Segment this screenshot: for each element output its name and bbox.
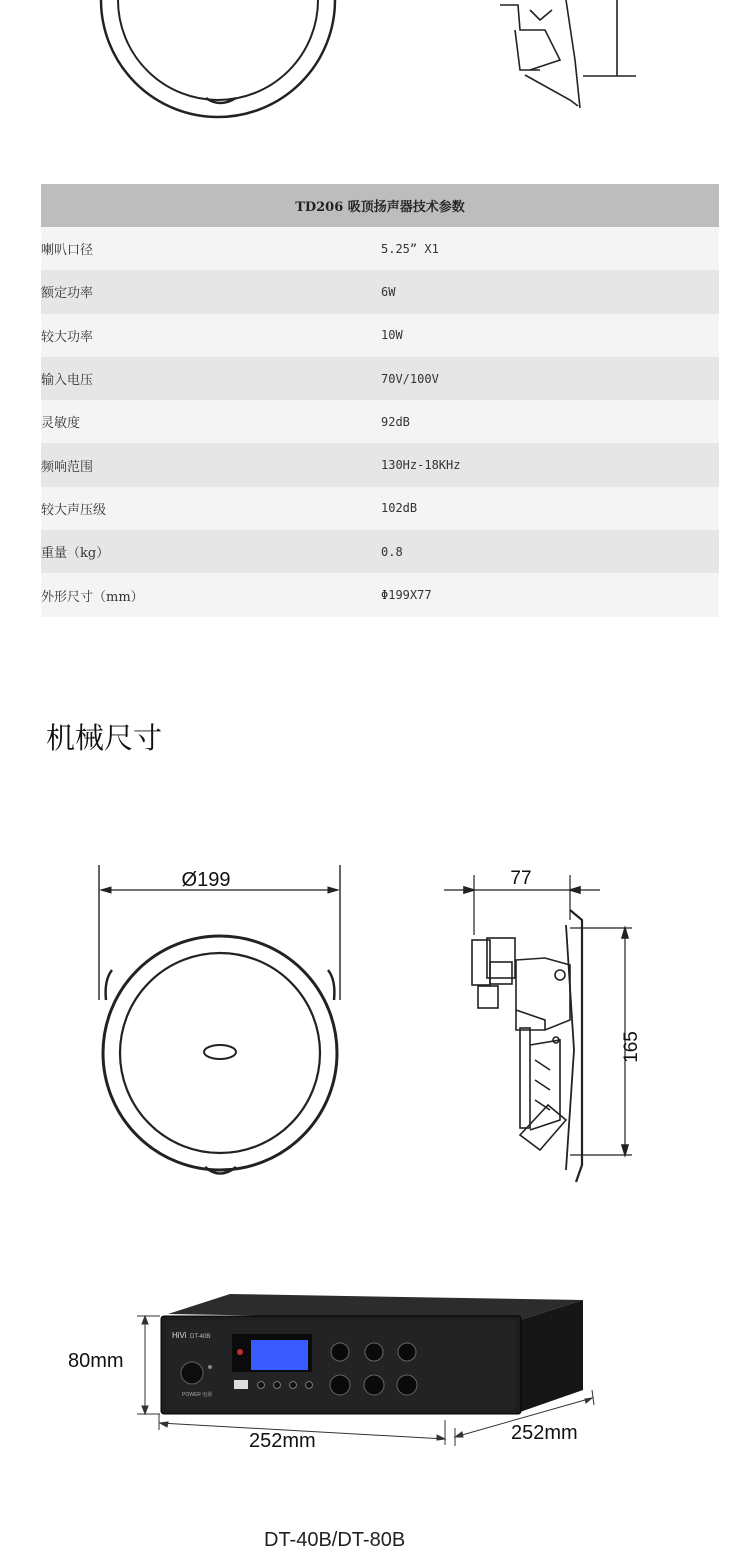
- mic-jack-icon: [258, 1382, 265, 1389]
- speaker-height-label: 165: [621, 1031, 642, 1063]
- volume-knob-1[interactable]: [330, 1375, 350, 1395]
- bass-knob[interactable]: [331, 1343, 349, 1361]
- amplifier-height-label: 80mm: [68, 1350, 124, 1372]
- amplifier-brand: HiVi: [172, 1331, 187, 1340]
- line-jack-icon: [290, 1382, 297, 1389]
- table-row: [41, 400, 719, 443]
- treble-knob[interactable]: [398, 1343, 416, 1361]
- table-row: [41, 314, 719, 357]
- spec-label: 灵敏度: [41, 416, 81, 432]
- table-row: [41, 270, 719, 313]
- top-speaker-side-view: [500, 0, 636, 108]
- master-volume-knob[interactable]: [397, 1375, 417, 1395]
- speaker-front-view: [99, 865, 340, 1174]
- top-drawings: [0, 0, 750, 120]
- amplifier-width-label: 252mm: [249, 1430, 316, 1452]
- spec-label: 频响范围: [41, 459, 94, 475]
- spec-label: 额定功率: [41, 286, 94, 302]
- top-speaker-front-view: [101, 0, 335, 117]
- spec-label: 较大声压级: [41, 502, 107, 518]
- spec-value: 70V/100V: [381, 371, 439, 386]
- spec-label: 外形尺寸（mm）: [41, 589, 144, 605]
- power-label: POWER 电源: [182, 1392, 213, 1398]
- volume-knob-2[interactable]: [364, 1375, 384, 1395]
- spec-table-title-row: [41, 184, 719, 227]
- spec-value: 130Hz-18KHz: [381, 458, 461, 473]
- table-row: [41, 487, 719, 530]
- speaker-dimension-drawing: [0, 850, 750, 1190]
- speaker-diameter-label: Ø199: [181, 869, 231, 891]
- spec-value: 10W: [381, 328, 403, 343]
- table-row: [41, 357, 719, 400]
- power-indicator-icon: [208, 1365, 212, 1369]
- spec-label: 输入电压: [41, 373, 94, 389]
- section-title: 机械尺寸: [46, 721, 163, 755]
- table-row: [41, 573, 719, 616]
- usb-port-icon: [234, 1380, 248, 1389]
- ir-sensor-icon: [237, 1349, 243, 1355]
- spec-label: 重量（kg）: [41, 546, 110, 562]
- mid-knob[interactable]: [365, 1343, 383, 1361]
- spec-table: [41, 184, 719, 617]
- speaker-depth-label: 77: [510, 868, 532, 889]
- spec-label: 喇叭口径: [41, 243, 94, 259]
- spec-table-title: TD206 吸顶扬声器技术参数: [295, 200, 465, 215]
- amplifier-lcd-screen: [251, 1340, 308, 1370]
- amplifier-drawing: [0, 1290, 750, 1470]
- amplifier-depth-label: 252mm: [511, 1422, 578, 1444]
- table-row: [41, 530, 719, 573]
- spec-value: 6W: [381, 284, 396, 299]
- input-jack-icon: [306, 1382, 313, 1389]
- amplifier-model-badge: DT-40B: [190, 1334, 211, 1340]
- spec-value: 92dB: [381, 414, 410, 429]
- spec-value: Φ199X77: [381, 588, 432, 603]
- amplifier-caption: DT-40B/DT-80B: [264, 1529, 406, 1551]
- table-row: [41, 443, 719, 486]
- speaker-side-view: [444, 875, 632, 1182]
- power-knob[interactable]: [181, 1362, 203, 1384]
- table-row: [41, 227, 719, 270]
- aux-jack-icon: [274, 1382, 281, 1389]
- spec-value: 0.8: [381, 544, 403, 559]
- spec-label: 较大功率: [41, 329, 94, 345]
- spec-value: 5.25” X1: [381, 241, 439, 256]
- spec-value: 102dB: [381, 501, 418, 516]
